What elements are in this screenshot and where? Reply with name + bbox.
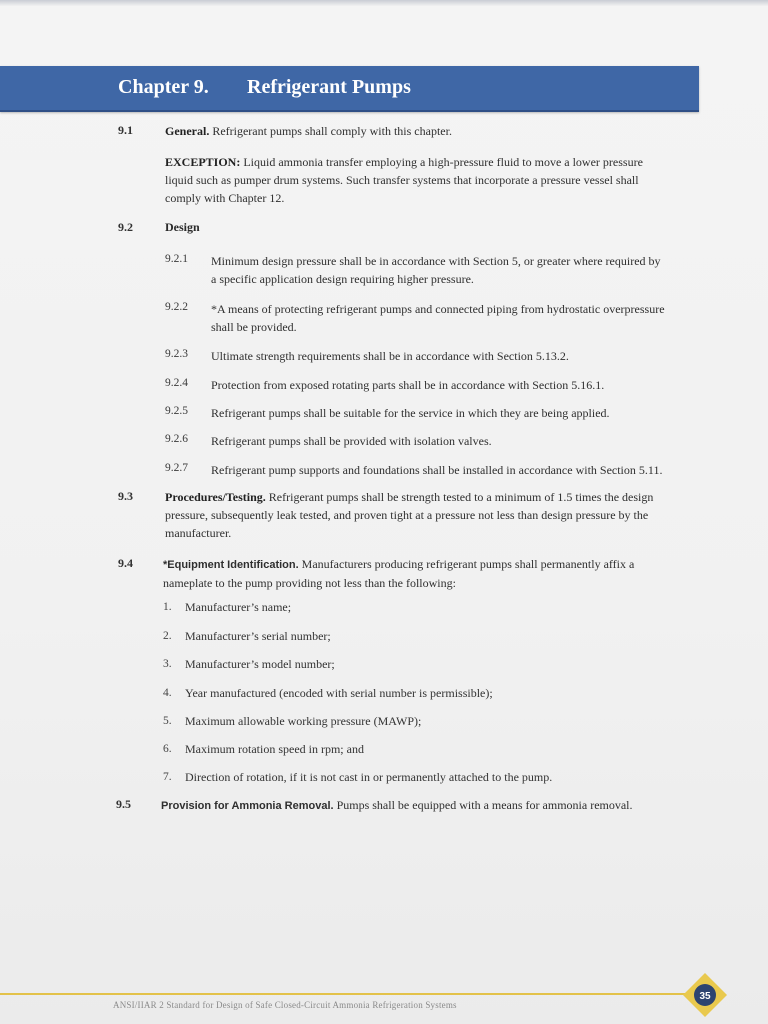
list-item-number: 4. xyxy=(163,687,172,699)
exception-paragraph xyxy=(165,153,695,207)
exception-line: liquid such as pumper drum systems. Such transfer systems that incorporate a pressure vessel shall xyxy=(165,173,639,187)
subsection-text: Refrigerant pump supports and foundations shall be installed in accordance with Section 5.11. xyxy=(211,463,663,477)
page-number-badge xyxy=(682,972,728,1018)
subsection-text: Protection from exposed rotating parts shall be in accordance with Section 5.16.1. xyxy=(211,378,605,392)
list-item: Direction of rotation, if it is not cast in or permanently attached to the pump. xyxy=(185,770,553,784)
list-item: Manufacturer’s name; xyxy=(185,600,292,614)
subsection-text: Refrigerant pumps shall be suitable for the service in which they are being applied. xyxy=(211,406,610,420)
section-lead: Procedures/Testing. xyxy=(165,490,266,504)
subsection-text: Ultimate strength requirements shall be in accordance with Section 5.13.2. xyxy=(211,349,569,363)
subsection-text: Refrigerant pumps shall be provided with isolation valves. xyxy=(211,434,492,448)
list-item: Manufacturer’s serial number; xyxy=(185,629,331,643)
section-text: Refrigerant pumps shall comply with this chapter. xyxy=(209,124,452,138)
subsection-line: *A means of protecting refrigerant pumps and connected piping from hydrostatic overpressure xyxy=(211,302,665,316)
list-item-number: 5. xyxy=(163,715,172,727)
footer-title: ANSI/IIAR 2 Standard for Design of Safe Closed-Circuit Ammonia Refrigeration Systems xyxy=(113,1000,457,1010)
list-item-number: 2. xyxy=(163,630,172,642)
list-item: Maximum allowable working pressure (MAWP); xyxy=(185,714,422,728)
list-item-number: 6. xyxy=(163,743,172,755)
subsection-number: 9.2.1 xyxy=(165,253,188,265)
section-line: manufacturer. xyxy=(165,526,232,540)
exception-line: Liquid ammonia transfer employing a high-pressure fluid to move a lower pressure xyxy=(240,155,643,169)
subsection-line: Minimum design pressure shall be in accordance with Section 5, or greater where required by xyxy=(211,254,661,268)
section-number: 9.1 xyxy=(118,123,133,137)
subsection-text xyxy=(211,252,701,288)
section-lead: Provision for Ammonia Removal. xyxy=(161,800,334,812)
chapter-header-bar xyxy=(0,66,699,112)
section-heading-design: Design xyxy=(165,220,200,234)
section-lead: *Equipment Identification. xyxy=(163,559,299,571)
subsection-line: a specific application design requiring higher pressure. xyxy=(211,272,474,286)
section-number: 9.3 xyxy=(118,489,133,503)
section-ammonia-removal xyxy=(161,796,633,815)
list-item-number: 1. xyxy=(163,601,172,613)
exception-line: comply with Chapter 12. xyxy=(165,191,285,205)
subsection-line: shall be provided. xyxy=(211,320,297,334)
list-item-number: 7. xyxy=(163,771,172,783)
section-text: Pumps shall be equipped with a means for ammonia removal. xyxy=(333,798,633,812)
chapter-title: Refrigerant Pumps xyxy=(247,76,411,98)
list-item: Manufacturer’s model number; xyxy=(185,657,335,671)
section-lead: General. xyxy=(165,124,210,138)
section-line: nameplate to the pump providing not less than the following: xyxy=(163,576,456,590)
subsection-number: 9.2.2 xyxy=(165,301,188,313)
subsection-number: 9.2.3 xyxy=(165,348,188,360)
page-number: 35 xyxy=(699,991,711,1002)
section-number: 9.4 xyxy=(118,556,133,570)
list-item: Maximum rotation speed in rpm; and xyxy=(185,742,364,756)
page-top-edge xyxy=(0,0,768,6)
footer-rule xyxy=(0,993,705,995)
section-number: 9.2 xyxy=(118,220,133,234)
section-line: Manufacturers producing refrigerant pumps shall permanently affix a xyxy=(298,557,635,571)
subsection-number: 9.2.7 xyxy=(165,462,188,474)
chapter-number: Chapter 9. xyxy=(118,76,209,98)
section-equipment-identification xyxy=(163,555,703,592)
section-general xyxy=(165,122,452,140)
section-procedures-testing xyxy=(165,488,695,542)
section-number: 9.5 xyxy=(116,797,131,811)
subsection-text xyxy=(211,300,701,336)
subsection-number: 9.2.4 xyxy=(165,377,188,389)
list-item: Year manufactured (encoded with serial number is permissible); xyxy=(185,686,493,700)
subsection-number: 9.2.6 xyxy=(165,433,188,445)
exception-lead: EXCEPTION: xyxy=(165,155,241,169)
section-line: Refrigerant pumps shall be strength tested to a minimum of 1.5 times the design xyxy=(265,490,654,504)
section-line: pressure, subsequently leak tested, and proven tight at a pressure not less than design pressure by the xyxy=(165,508,649,522)
subsection-number: 9.2.5 xyxy=(165,405,188,417)
list-item-number: 3. xyxy=(163,658,172,670)
